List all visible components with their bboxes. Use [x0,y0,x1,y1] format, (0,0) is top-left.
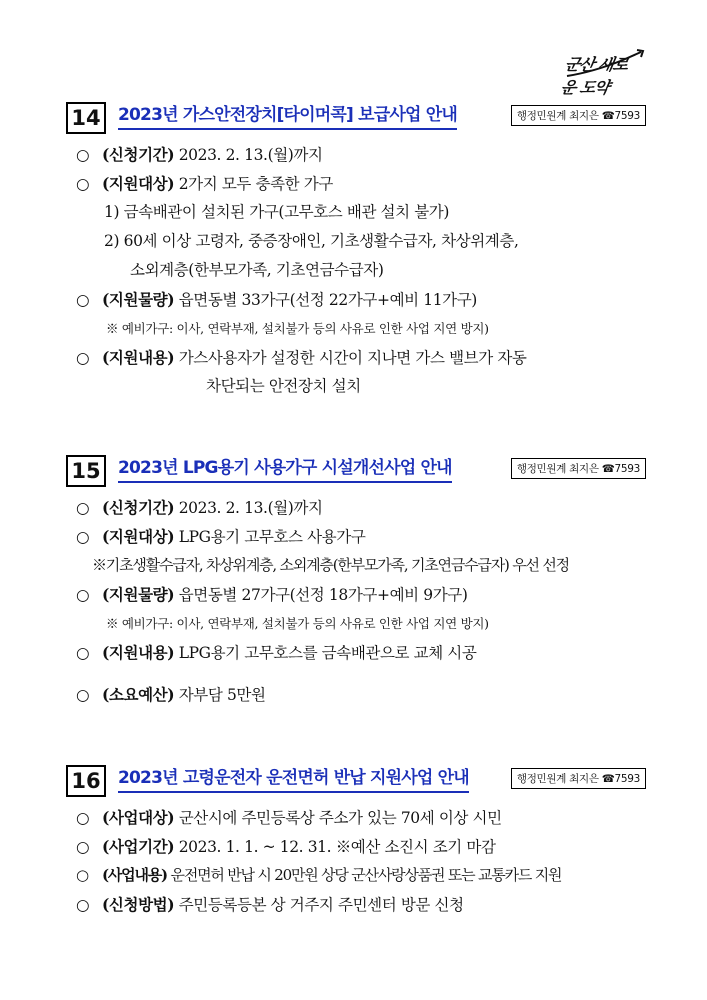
contact-box: 행정민원계 최지은 ☎7593 [511,105,646,126]
section-title: 2023년 고령운전자 운전면허 반납 지원사업 안내 [118,766,469,793]
list-item: ○ (지원물량) 읍면동별 27가구(선정 18가구+예비 9가구) [76,585,468,604]
list-item: 소외계층(한부모가족, 기초연금수급자) [130,261,384,279]
list-item: ○ (지원내용) LPG용기 고무호스를 금속배관으로 교체 시공 [76,643,477,662]
gunsan-slogan-logo [559,46,649,97]
list-item: ○ (신청방법) 주민등록등본 상 거주지 주민센터 방문 신청 [76,895,464,914]
section-header [66,455,646,485]
list-item: ○ (지원대상) 2가지 모두 충족한 가구 [76,174,333,193]
list-item: ○ (사업내용) 운전면허 반납 시 20만원 상당 군산사랑상품권 또는 교통카드 지원 [76,866,562,884]
note: ※ 예비가구: 이사, 연락부재, 설치불가 등의 사유로 인한 사업 지연 방지) [106,321,489,336]
contact-box: 행정민원계 최지은 ☎7593 [511,768,646,789]
section-title: 2023년 LPG용기 사용가구 시설개선사업 안내 [118,456,452,483]
section-15 [66,455,646,709]
list-item: 차단되는 안전장치 설치 [206,377,361,395]
list-item: ○ (지원물량) 읍면동별 33가구(선정 22가구+예비 11가구) [76,290,477,309]
note: ※ 예비가구: 이사, 연락부재, 설치불가 등의 사유로 인한 사업 지연 방지) [106,616,489,631]
section-number: 14 [66,102,106,134]
list-item: ○ (지원대상) LPG용기 고무호스 사용가구 [76,527,366,546]
list-item: 1) 금속배관이 설치된 가구(고무호스 배관 설치 불가) [104,203,450,221]
note: ※기초생활수급자, 차상위계층, 소외계층(한부모가족, 기초연금수급자) 우선 선정 [92,556,569,574]
section-title: 2023년 가스안전장치[타이머콕] 보급사업 안내 [118,103,457,130]
section-header [66,765,646,795]
section-number: 16 [66,765,106,797]
list-item: ○ (사업대상) 군산시에 주민등록상 주소가 있는 70세 이상 시민 [76,808,502,827]
slogan-text: 군산 새로운 도약 [559,55,629,97]
section-header [66,102,646,132]
list-item: ○ (지원내용) 가스사용자가 설정한 시간이 지나면 가스 밸브가 자동 [76,348,527,367]
section-14 [66,102,646,401]
list-item: ○ (사업기간) 2023. 1. 1. ~ 12. 31. ※예산 소진시 조기 마감 [76,837,496,856]
section-16 [66,765,646,919]
section-number: 15 [66,455,106,487]
list-item: ○ (소요예산) 자부담 5만원 [76,685,266,704]
list-item: ○ (신청기간) 2023. 2. 13.(월)까지 [76,145,323,164]
contact-box: 행정민원계 최지은 ☎7593 [511,458,646,479]
list-item: 2) 60세 이상 고령자, 중증장애인, 기초생활수급자, 차상위계층, [104,232,519,250]
list-item: ○ (신청기간) 2023. 2. 13.(월)까지 [76,498,323,517]
